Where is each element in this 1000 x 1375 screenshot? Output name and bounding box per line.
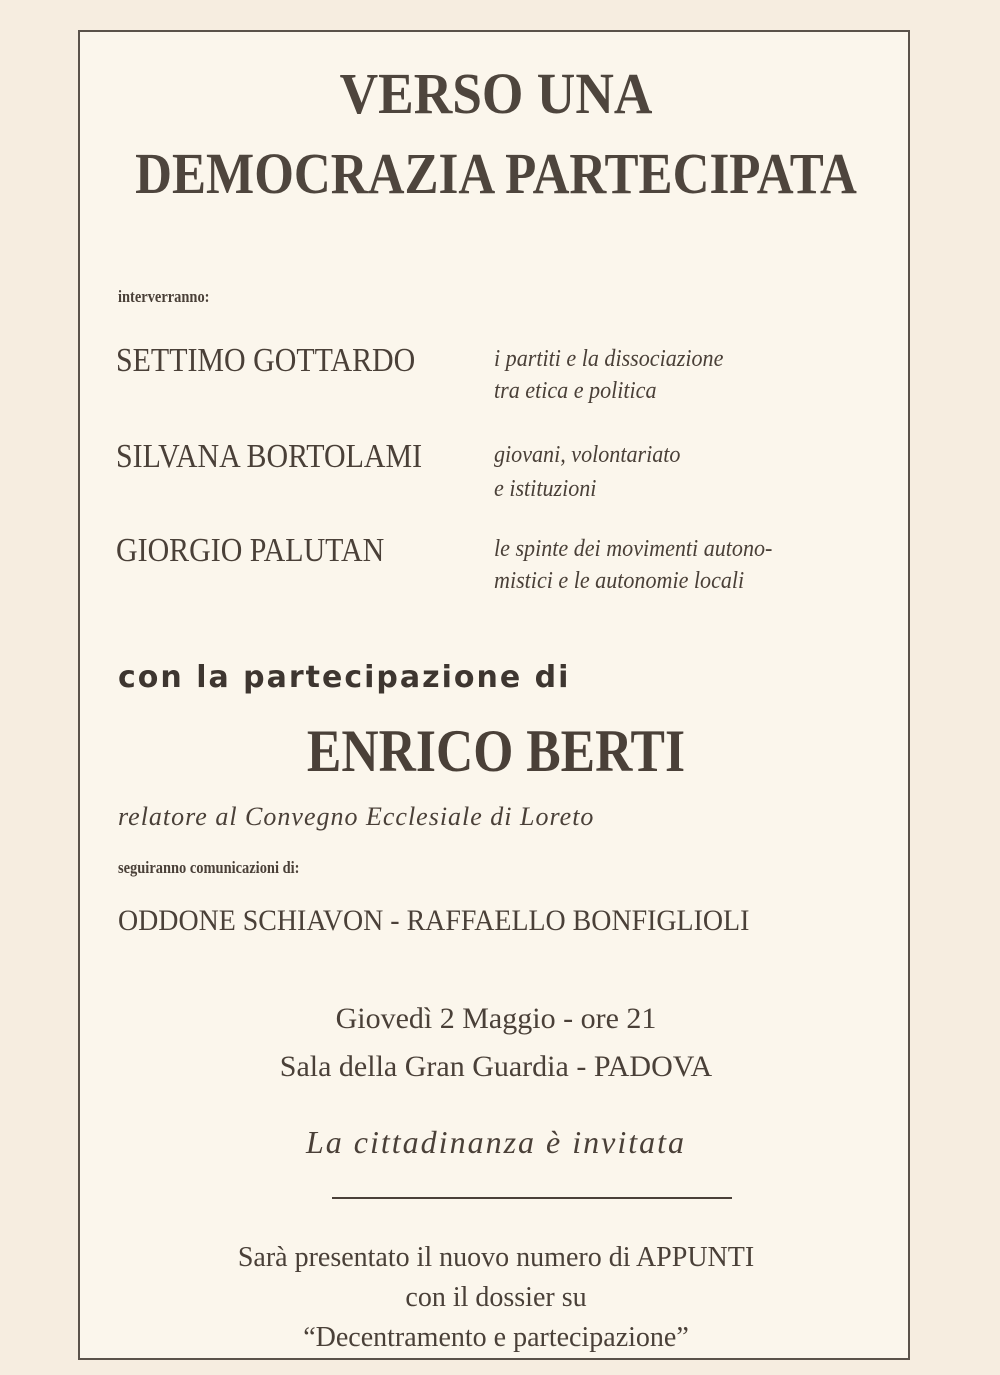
speaker-topic-2-line-2: e istituzioni [494, 476, 597, 502]
speaker-topic-3-line-1: le spinte dei movimenti autono- [494, 536, 773, 562]
speakers-label: interverranno: [118, 287, 210, 306]
speaker-topic-1-line-2: tra etica e politica [494, 378, 657, 404]
speaker-name-1: SETTIMO GOTTARDO [116, 342, 416, 379]
communications-names: ODDONE SCHIAVON - RAFFAELLO BONFIGLIOLI [118, 904, 750, 937]
speaker-topic-1-line-1: i partiti e la dissociazione [494, 346, 724, 372]
footer-line-2: con il dossier su [405, 1282, 587, 1313]
speaker-name-2: SILVANA BORTOLAMI [116, 438, 423, 475]
event-date-time: Giovedì 2 Maggio - ore 21 [335, 1002, 657, 1035]
communications-label: seguiranno comunicazioni di: [118, 858, 300, 877]
guest-intro: con la partecipazione di [118, 660, 571, 695]
title-line-2: DEMOCRAZIA PARTECIPATA [135, 141, 857, 206]
speaker-name-3: GIORGIO PALUTAN [116, 532, 385, 569]
guest-name: ENRICO BERTI [306, 718, 686, 784]
speaker-topic-3-line-2: mistici e le autonomie locali [494, 568, 745, 594]
speaker-topic-2-line-1: giovani, volontariato [494, 442, 681, 468]
divider-line [332, 1197, 732, 1199]
footer-line-3: “Decentramento e partecipazione” [303, 1322, 689, 1353]
footer-line-1: Sarà presentato il nuovo numero di APPUNTI [237, 1242, 755, 1273]
title-line-1: VERSO UNA [339, 61, 653, 126]
guest-role: relatore al Convegno Ecclesiale di Loreto [118, 802, 595, 831]
event-venue: Sala della Gran Guardia - PADOVA [279, 1050, 713, 1083]
flyer-sheet [78, 30, 910, 1360]
invitation-text: La cittadinanza è invitata [306, 1124, 686, 1160]
